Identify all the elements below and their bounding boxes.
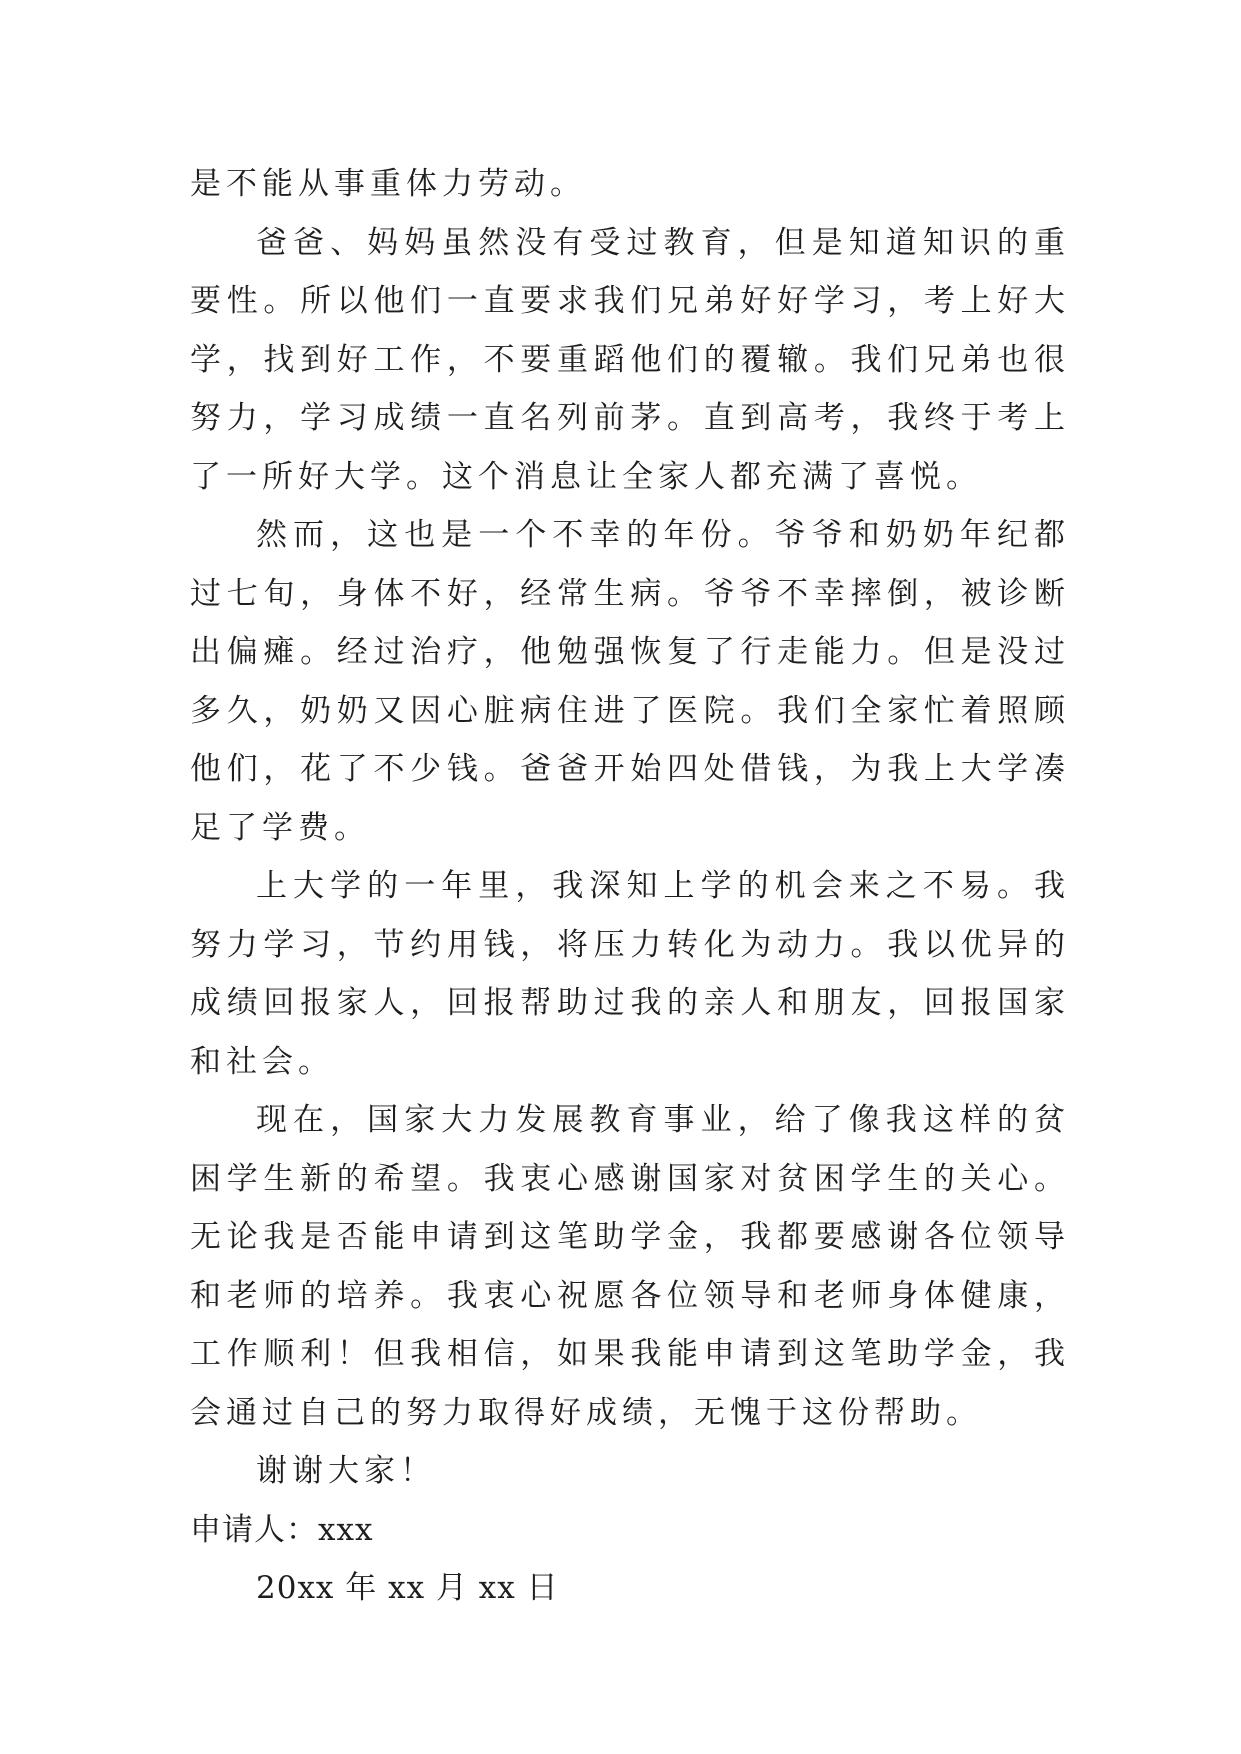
paragraph-gratitude: 现在，国家大力发展教育事业，给了像我这样的贫困学生新的希望。我衷心感谢国家对贫困学生的关心。无论我是否能申请到这笔助学金，我都要感谢各位领导和老师的培养。我衷心祝愿各位领导和老师身体健康，工作顺利！但我相信，如果我能申请到这笔助学金，我会通过自己的努力取得好成绩，无愧于这份帮助。 — [190, 1102, 1070, 1431]
paragraph-thanks: 谢谢大家！ — [256, 1453, 436, 1489]
paragraph-parents-education: 爸爸、妈妈虽然没有受过教育，但是知道知识的重要性。所以他们一直要求我们兄弟好好学习，考上好大学，找到好工作，不要重蹈他们的覆辙。我们兄弟也很努力，学习成绩一直名列前茅。直到高考，我终于考上了一所好大学。这个消息让全家人都充满了喜悦。 — [190, 224, 1070, 495]
document-page — [190, 155, 1070, 1618]
applicant-line: 申请人：xxx — [190, 1511, 374, 1548]
paragraph-misfortune: 然而，这也是一个不幸的年份。爷爷和奶奶年纪都过七旬，身体不好，经常生病。爷爷不幸摔倒，被诊断出偏瘫。经过治疗，他勉强恢复了行走能力。但是没过多久，奶奶又因心脏病住进了医院。我们全家忙着照顾他们，花了不少钱。爸爸开始四处借钱，为我上大学凑足了学费。 — [190, 517, 1070, 846]
paragraph-university-life: 上大学的一年里，我深知上学的机会来之不易。我努力学习，节约用钱，将压力转化为动力。我以优异的成绩回报家人，回报帮助过我的亲人和朋友，回报国家和社会。 — [190, 868, 1070, 1080]
paragraph-continuation: 是不能从事重体力劳动。 — [190, 166, 586, 202]
date-line: 20xx 年 xx 月 xx 日 — [256, 1570, 559, 1606]
